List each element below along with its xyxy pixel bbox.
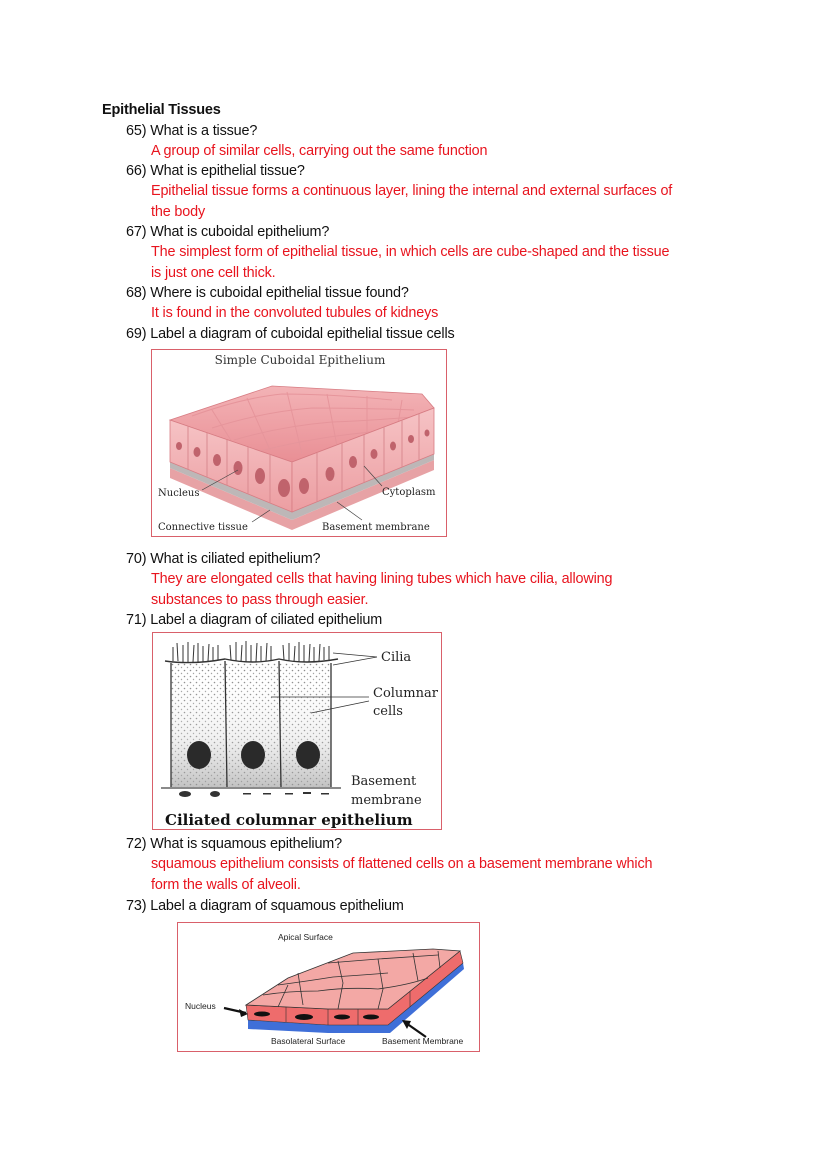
label-cells: cells [373, 704, 403, 719]
question-70: 70) What is ciliated epithelium? [126, 551, 321, 567]
label-basolateral-surface: Basolateral Surface [271, 1036, 346, 1046]
basement-arrow [406, 1023, 426, 1037]
ciliated-caption: Ciliated columnar epithelium [165, 811, 413, 829]
question-73: 73) Label a diagram of squamous epithelium [126, 898, 404, 914]
cilia [173, 641, 329, 662]
answer-72-line-1: squamous epithelium consists of flattened cells on a basement membrane which [151, 856, 653, 872]
section-heading: Epithelial Tissues [102, 102, 221, 118]
label-basement: Basement [351, 774, 417, 789]
answer-65: A group of similar cells, carrying out the same function [151, 143, 488, 159]
label-connective-tissue: Connective tissue [158, 522, 248, 533]
label-cytoplasm: Cytoplasm [382, 487, 436, 498]
answer-67-line-2: is just one cell thick. [151, 265, 276, 281]
label-nucleus: Nucleus [185, 1001, 216, 1011]
question-65: 65) What is a tissue? [126, 123, 258, 139]
question-72: 72) What is squamous epithelium? [126, 836, 342, 852]
label-basement-membrane: Basement Membrane [382, 1036, 464, 1046]
question-68: 68) Where is cuboidal epithelial tissue found? [126, 285, 409, 301]
cuboidal-title: Simple Cuboidal Epithelium [214, 353, 386, 367]
squamous-diagram [178, 923, 480, 1052]
label-apical-surface: Apical Surface [278, 932, 333, 942]
answer-66-line-2: the body [151, 204, 206, 220]
label-nucleus: Nucleus [158, 488, 200, 499]
label-basement-membrane: Basement membrane [322, 522, 430, 533]
label-columnar: Columnar [373, 686, 438, 701]
answer-70-line-2: substances to pass through easier. [151, 592, 369, 608]
question-67: 67) What is cuboidal epithelium? [126, 224, 330, 240]
cuboidal-diagram [152, 350, 447, 537]
answer-72-line-2: form the walls of alveoli. [151, 877, 301, 893]
answer-67-line-1: The simplest form of epithelial tissue, in which cells are cube-shaped and the tissue [151, 244, 670, 260]
answer-66-line-1: Epithelial tissue forms a continuous layer, lining the internal and external surfaces of [151, 183, 673, 199]
ciliated-diagram [153, 633, 442, 830]
squamous-epithelium-figure [177, 922, 480, 1052]
ciliated-epithelium-figure [152, 632, 442, 830]
label-cilia: Cilia [381, 650, 412, 665]
nuclei [187, 741, 320, 769]
label-membrane: membrane [351, 793, 422, 808]
question-71: 71) Label a diagram of ciliated epithelium [126, 612, 383, 628]
question-69: 69) Label a diagram of cuboidal epithelial tissue cells [126, 326, 455, 342]
answer-70-line-1: They are elongated cells that having lining tubes which have cilia, allowing [151, 571, 613, 587]
basement-membrane-marks [179, 791, 329, 797]
question-66: 66) What is epithelial tissue? [126, 163, 305, 179]
cuboidal-epithelium-figure [151, 349, 447, 537]
answer-68: It is found in the convoluted tubules of kidneys [151, 305, 439, 321]
